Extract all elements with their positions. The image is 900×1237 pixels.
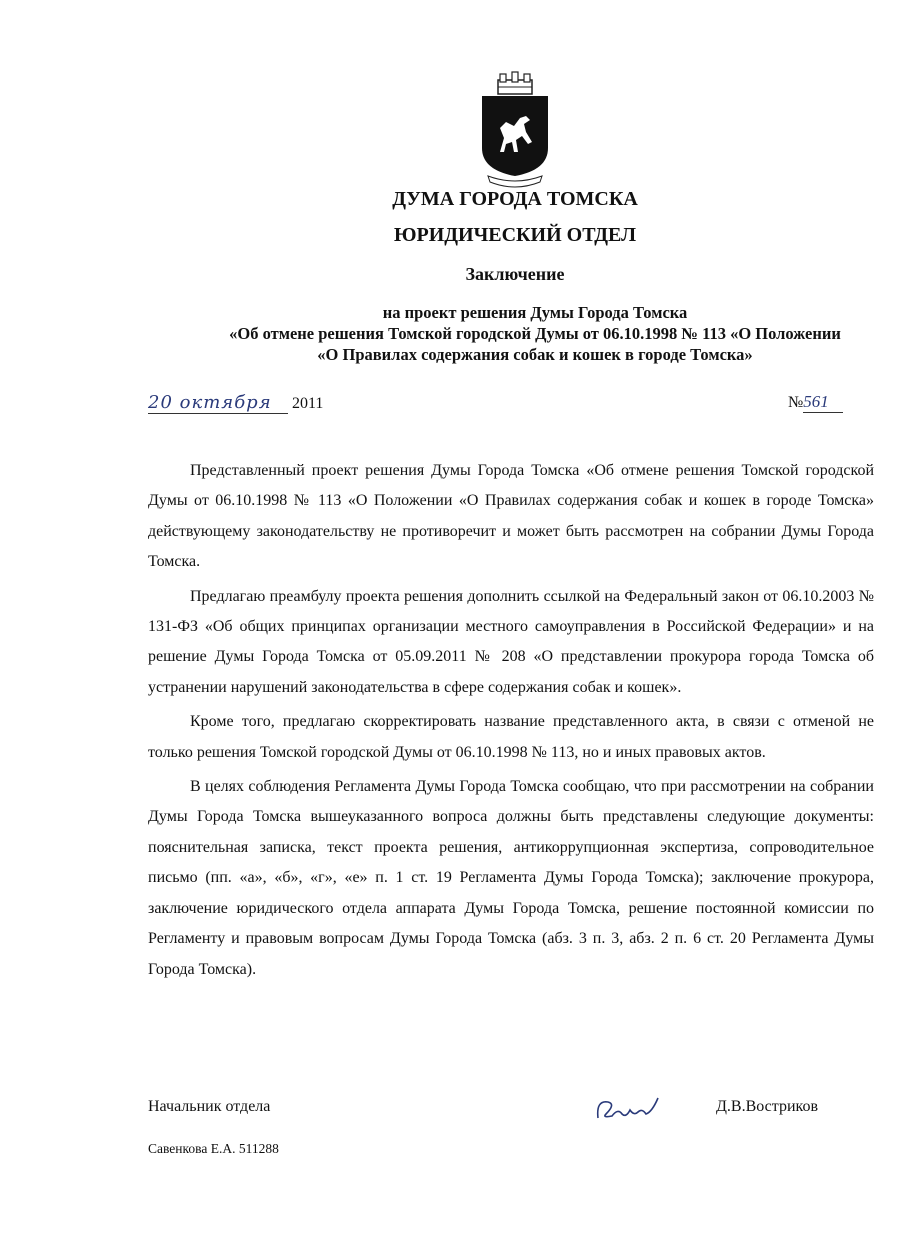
handwritten-date: 20 октября (148, 392, 288, 414)
subject-line-3: «О Правилах содержания собак и кошек в городе Томска» (317, 345, 753, 364)
date-year: 2011 (292, 395, 324, 412)
document-subject (190, 302, 880, 365)
department-name: ЮРИДИЧЕСКИЙ ОТДЕЛ (393, 224, 637, 246)
body-paragraph: Предлагаю преамбулу проекта решения дополнить ссылкой на Федеральный закон от 06.10.2003 № 131-ФЗ «Об общих принципах организации местного самоуправления в Российской Федерации» и на решение Думы Города Томска от 05.09.2011 № 208 «О представлении прокурора города Томска об устранении нарушений законодательства в сфере содержания собак и кошек». (148, 587, 874, 696)
org-name: ДУМА ГОРОДА ТОМСКА (392, 188, 638, 210)
subject-line-2: «Об отмене решения Томской городской Думы от 06.10.1998 № 113 «О Положении (229, 324, 841, 343)
body-paragraph: В целях соблюдения Регламента Думы Города Томска сообщаю, что при рассмотрении на собрании Думы Города Томска вышеуказанного вопроса должны быть представлены следующие документы: пояснительная записка, текст проекта решения, антикоррупционная экспертиза, сопроводительное письмо (пп. «а», «б», «г», «е» п. 1 ст. 19 Регламента Думы Города Томска); заключение прокурора, заключение юридического отдела аппарата Думы Города Томска, решение постоянной комиссии по Регламенту и правовым вопросам Думы Города Томска (абз. 3 п. 3, абз. 2 п. 6 ст. 20 Регламента Думы Города Томска). (148, 778, 874, 978)
coat-of-arms-icon (470, 70, 560, 190)
document-number (788, 392, 843, 413)
body-paragraph: Представленный проект решения Думы Города Томска «Об отмене решения Томской городской Думы от 06.10.1998 № 113 «О Положении «О Правилах содержания собак и кошек в городе Томска» действующему законодательству не противоречит и может быть рассмотрен на собрании Думы Города Томска. (148, 462, 874, 571)
handwritten-number: 561 (803, 392, 843, 413)
number-label: № (788, 394, 804, 411)
document-date (148, 392, 323, 414)
signer-name: Д.В.Востриков (716, 1098, 819, 1115)
signer-position: Начальник отдела (148, 1098, 271, 1115)
city-coat-of-arms (470, 70, 560, 190)
document-body (148, 456, 874, 989)
handwritten-signature (592, 1088, 672, 1128)
document-title: Заключение (465, 264, 565, 284)
body-paragraph: Кроме того, предлагаю скорректировать название представленного акта, в связи с отменой не только решения Томской городской Думы от 06.10.1998 № 113, но и иных правовых актов. (148, 713, 874, 761)
signature-icon (592, 1088, 672, 1128)
executor-contact: Савенкова Е.А. 511288 (148, 1141, 279, 1156)
subject-line-1: на проект решения Думы Города Томска (382, 303, 688, 322)
